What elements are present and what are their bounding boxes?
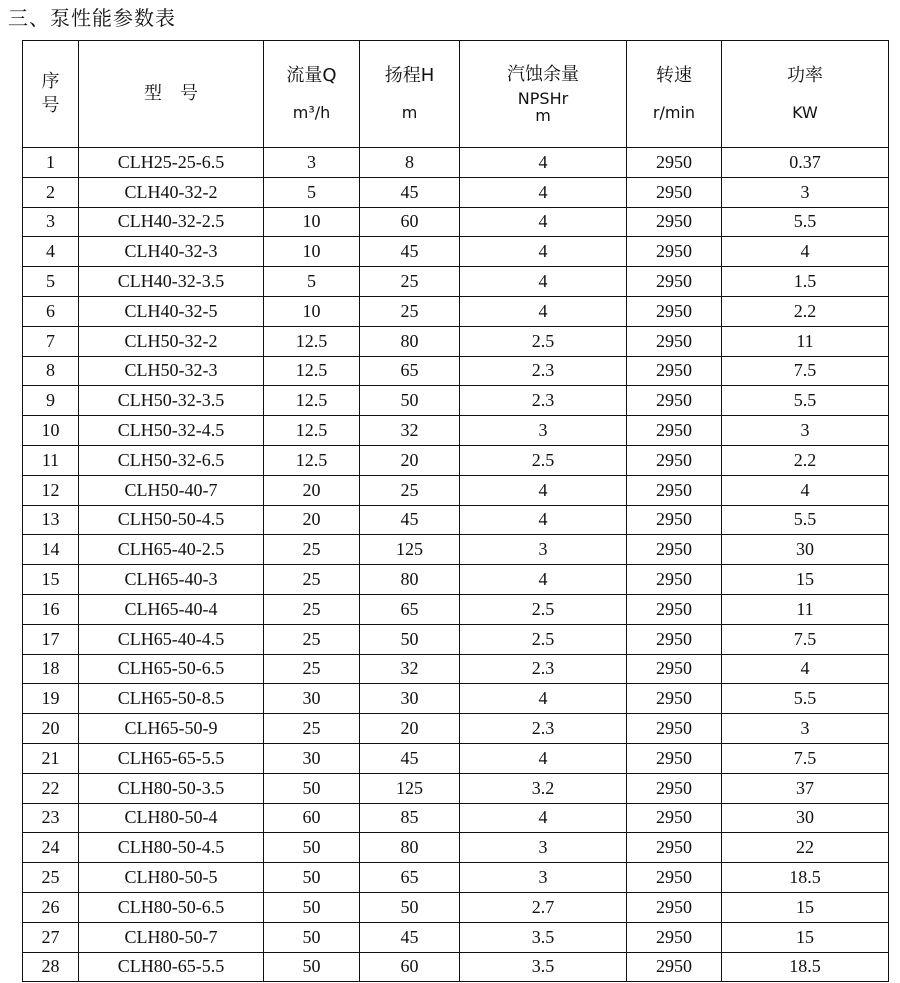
cell-head: 60 [360, 952, 460, 982]
cell-npshr: 3.2 [460, 773, 627, 803]
cell-speed: 2950 [627, 475, 722, 505]
cell-speed: 2950 [627, 654, 722, 684]
header-npshr: 汽蚀余量 NPSHr m [460, 41, 627, 148]
cell-speed: 2950 [627, 624, 722, 654]
cell-npshr: 2.3 [460, 356, 627, 386]
cell-head: 65 [360, 863, 460, 893]
cell-index: 9 [23, 386, 79, 416]
cell-npshr: 4 [460, 267, 627, 297]
cell-index: 18 [23, 654, 79, 684]
cell-npshr: 4 [460, 684, 627, 714]
cell-head: 45 [360, 922, 460, 952]
cell-index: 1 [23, 148, 79, 178]
cell-model: CLH80-50-3.5 [79, 773, 264, 803]
cell-flow: 5 [264, 177, 360, 207]
cell-index: 24 [23, 833, 79, 863]
cell-power: 2.2 [722, 445, 889, 475]
cell-index: 12 [23, 475, 79, 505]
cell-speed: 2950 [627, 714, 722, 744]
cell-flow: 20 [264, 505, 360, 535]
cell-model: CLH65-40-2.5 [79, 535, 264, 565]
cell-flow: 12.5 [264, 326, 360, 356]
cell-speed: 2950 [627, 416, 722, 446]
cell-index: 8 [23, 356, 79, 386]
cell-speed: 2950 [627, 356, 722, 386]
cell-head: 8 [360, 148, 460, 178]
cell-npshr: 2.3 [460, 654, 627, 684]
cell-speed: 2950 [627, 207, 722, 237]
table-row [23, 684, 889, 714]
table-row [23, 922, 889, 952]
cell-flow: 25 [264, 565, 360, 595]
cell-speed: 2950 [627, 237, 722, 267]
cell-power: 18.5 [722, 952, 889, 982]
cell-power: 4 [722, 654, 889, 684]
cell-index: 14 [23, 535, 79, 565]
cell-index: 15 [23, 565, 79, 595]
cell-npshr: 3 [460, 833, 627, 863]
cell-npshr: 2.3 [460, 714, 627, 744]
table-row [23, 445, 889, 475]
cell-model: CLH40-32-5 [79, 296, 264, 326]
table-row [23, 475, 889, 505]
pump-performance-table-container [22, 40, 888, 982]
cell-model: CLH50-32-3 [79, 356, 264, 386]
table-row [23, 892, 889, 922]
cell-head: 85 [360, 803, 460, 833]
cell-model: CLH80-50-7 [79, 922, 264, 952]
cell-power: 5.5 [722, 684, 889, 714]
cell-model: CLH65-65-5.5 [79, 743, 264, 773]
header-model: 型 号 [79, 41, 264, 148]
cell-flow: 25 [264, 654, 360, 684]
cell-speed: 2950 [627, 148, 722, 178]
cell-model: CLH25-25-6.5 [79, 148, 264, 178]
cell-power: 5.5 [722, 386, 889, 416]
cell-index: 28 [23, 952, 79, 982]
cell-npshr: 2.3 [460, 386, 627, 416]
cell-head: 65 [360, 356, 460, 386]
cell-power: 3 [722, 714, 889, 744]
cell-speed: 2950 [627, 863, 722, 893]
cell-model: CLH50-32-3.5 [79, 386, 264, 416]
cell-model: CLH80-50-4.5 [79, 833, 264, 863]
table-row [23, 416, 889, 446]
cell-npshr: 4 [460, 148, 627, 178]
cell-power: 0.37 [722, 148, 889, 178]
table-row [23, 326, 889, 356]
cell-model: CLH80-50-4 [79, 803, 264, 833]
cell-index: 3 [23, 207, 79, 237]
table-row [23, 594, 889, 624]
cell-power: 5.5 [722, 505, 889, 535]
cell-npshr: 2.5 [460, 445, 627, 475]
cell-head: 25 [360, 296, 460, 326]
cell-npshr: 2.7 [460, 892, 627, 922]
table-row [23, 952, 889, 982]
cell-npshr: 3.5 [460, 922, 627, 952]
cell-head: 65 [360, 594, 460, 624]
table-row [23, 237, 889, 267]
cell-flow: 3 [264, 148, 360, 178]
cell-flow: 12.5 [264, 356, 360, 386]
cell-speed: 2950 [627, 177, 722, 207]
table-row [23, 296, 889, 326]
cell-flow: 50 [264, 892, 360, 922]
cell-npshr: 4 [460, 475, 627, 505]
cell-power: 37 [722, 773, 889, 803]
header-power: 功率 KW [722, 41, 889, 148]
cell-flow: 10 [264, 296, 360, 326]
cell-model: CLH80-50-5 [79, 863, 264, 893]
cell-npshr: 3 [460, 535, 627, 565]
cell-model: CLH80-65-5.5 [79, 952, 264, 982]
table-row [23, 207, 889, 237]
cell-flow: 25 [264, 624, 360, 654]
cell-flow: 50 [264, 773, 360, 803]
cell-index: 20 [23, 714, 79, 744]
table-row [23, 148, 889, 178]
cell-speed: 2950 [627, 773, 722, 803]
cell-flow: 50 [264, 833, 360, 863]
cell-npshr: 4 [460, 177, 627, 207]
cell-speed: 2950 [627, 267, 722, 297]
cell-speed: 2950 [627, 505, 722, 535]
cell-speed: 2950 [627, 833, 722, 863]
cell-flow: 25 [264, 594, 360, 624]
cell-model: CLH40-32-2.5 [79, 207, 264, 237]
cell-index: 21 [23, 743, 79, 773]
cell-head: 32 [360, 416, 460, 446]
cell-model: CLH40-32-3 [79, 237, 264, 267]
cell-index: 23 [23, 803, 79, 833]
cell-speed: 2950 [627, 386, 722, 416]
cell-head: 45 [360, 237, 460, 267]
table-row [23, 803, 889, 833]
cell-head: 45 [360, 177, 460, 207]
cell-head: 20 [360, 445, 460, 475]
cell-index: 22 [23, 773, 79, 803]
cell-head: 50 [360, 386, 460, 416]
cell-head: 25 [360, 475, 460, 505]
cell-head: 80 [360, 326, 460, 356]
cell-power: 18.5 [722, 863, 889, 893]
cell-power: 22 [722, 833, 889, 863]
cell-speed: 2950 [627, 326, 722, 356]
cell-model: CLH65-40-4 [79, 594, 264, 624]
cell-index: 2 [23, 177, 79, 207]
header-flow: 流量Q m³/h [264, 41, 360, 148]
cell-power: 11 [722, 326, 889, 356]
table-header-row [23, 41, 889, 148]
cell-power: 3 [722, 416, 889, 446]
cell-model: CLH65-40-3 [79, 565, 264, 595]
cell-power: 7.5 [722, 624, 889, 654]
cell-head: 50 [360, 892, 460, 922]
table-row [23, 624, 889, 654]
cell-power: 7.5 [722, 743, 889, 773]
cell-speed: 2950 [627, 922, 722, 952]
page-title: 三、泵性能参数表 [8, 6, 176, 30]
cell-npshr: 2.5 [460, 624, 627, 654]
cell-speed: 2950 [627, 565, 722, 595]
table-body [23, 148, 889, 982]
cell-head: 80 [360, 565, 460, 595]
cell-speed: 2950 [627, 535, 722, 565]
cell-index: 19 [23, 684, 79, 714]
cell-head: 25 [360, 267, 460, 297]
cell-model: CLH50-32-2 [79, 326, 264, 356]
cell-power: 15 [722, 922, 889, 952]
cell-head: 80 [360, 833, 460, 863]
cell-index: 7 [23, 326, 79, 356]
cell-flow: 60 [264, 803, 360, 833]
cell-speed: 2950 [627, 684, 722, 714]
cell-model: CLH50-32-4.5 [79, 416, 264, 446]
cell-speed: 2950 [627, 803, 722, 833]
cell-npshr: 3.5 [460, 952, 627, 982]
cell-index: 27 [23, 922, 79, 952]
cell-speed: 2950 [627, 296, 722, 326]
cell-power: 3 [722, 177, 889, 207]
cell-power: 30 [722, 535, 889, 565]
cell-head: 125 [360, 773, 460, 803]
cell-flow: 50 [264, 922, 360, 952]
cell-npshr: 4 [460, 743, 627, 773]
cell-flow: 30 [264, 743, 360, 773]
cell-index: 17 [23, 624, 79, 654]
cell-power: 15 [722, 565, 889, 595]
cell-speed: 2950 [627, 445, 722, 475]
table-row [23, 267, 889, 297]
cell-npshr: 4 [460, 803, 627, 833]
table-row [23, 654, 889, 684]
table-row [23, 386, 889, 416]
cell-power: 30 [722, 803, 889, 833]
table-row [23, 773, 889, 803]
cell-npshr: 4 [460, 237, 627, 267]
table-row [23, 743, 889, 773]
cell-index: 5 [23, 267, 79, 297]
table-row [23, 863, 889, 893]
cell-model: CLH65-50-8.5 [79, 684, 264, 714]
cell-flow: 50 [264, 952, 360, 982]
cell-model: CLH80-50-6.5 [79, 892, 264, 922]
cell-index: 16 [23, 594, 79, 624]
cell-npshr: 4 [460, 296, 627, 326]
cell-index: 6 [23, 296, 79, 326]
table-row [23, 565, 889, 595]
header-speed: 转速 r/min [627, 41, 722, 148]
cell-head: 45 [360, 743, 460, 773]
cell-flow: 10 [264, 207, 360, 237]
cell-head: 30 [360, 684, 460, 714]
cell-flow: 30 [264, 684, 360, 714]
cell-head: 50 [360, 624, 460, 654]
cell-model: CLH50-32-6.5 [79, 445, 264, 475]
cell-index: 10 [23, 416, 79, 446]
cell-power: 7.5 [722, 356, 889, 386]
cell-head: 60 [360, 207, 460, 237]
cell-speed: 2950 [627, 892, 722, 922]
cell-flow: 12.5 [264, 416, 360, 446]
table-row [23, 535, 889, 565]
cell-index: 11 [23, 445, 79, 475]
cell-head: 20 [360, 714, 460, 744]
cell-power: 2.2 [722, 296, 889, 326]
cell-flow: 12.5 [264, 445, 360, 475]
cell-model: CLH40-32-3.5 [79, 267, 264, 297]
cell-index: 4 [23, 237, 79, 267]
cell-model: CLH50-40-7 [79, 475, 264, 505]
cell-npshr: 4 [460, 207, 627, 237]
cell-power: 4 [722, 237, 889, 267]
cell-power: 1.5 [722, 267, 889, 297]
cell-model: CLH40-32-2 [79, 177, 264, 207]
cell-flow: 12.5 [264, 386, 360, 416]
cell-head: 125 [360, 535, 460, 565]
cell-flow: 50 [264, 863, 360, 893]
cell-npshr: 2.5 [460, 326, 627, 356]
cell-index: 13 [23, 505, 79, 535]
cell-speed: 2950 [627, 743, 722, 773]
cell-head: 32 [360, 654, 460, 684]
cell-power: 5.5 [722, 207, 889, 237]
table-row [23, 177, 889, 207]
cell-index: 25 [23, 863, 79, 893]
cell-npshr: 4 [460, 565, 627, 595]
table-row [23, 505, 889, 535]
header-head: 扬程H m [360, 41, 460, 148]
cell-power: 4 [722, 475, 889, 505]
cell-flow: 5 [264, 267, 360, 297]
cell-head: 45 [360, 505, 460, 535]
cell-index: 26 [23, 892, 79, 922]
header-index: 序号 [23, 41, 79, 148]
cell-model: CLH65-50-9 [79, 714, 264, 744]
pump-performance-table [22, 40, 889, 982]
cell-flow: 10 [264, 237, 360, 267]
table-row [23, 356, 889, 386]
table-row [23, 833, 889, 863]
cell-flow: 25 [264, 535, 360, 565]
cell-npshr: 2.5 [460, 594, 627, 624]
table-row [23, 714, 889, 744]
cell-npshr: 3 [460, 416, 627, 446]
cell-flow: 20 [264, 475, 360, 505]
cell-power: 15 [722, 892, 889, 922]
cell-model: CLH50-50-4.5 [79, 505, 264, 535]
cell-model: CLH65-40-4.5 [79, 624, 264, 654]
cell-power: 11 [722, 594, 889, 624]
cell-model: CLH65-50-6.5 [79, 654, 264, 684]
cell-npshr: 4 [460, 505, 627, 535]
cell-flow: 25 [264, 714, 360, 744]
cell-npshr: 3 [460, 863, 627, 893]
cell-speed: 2950 [627, 952, 722, 982]
cell-speed: 2950 [627, 594, 722, 624]
